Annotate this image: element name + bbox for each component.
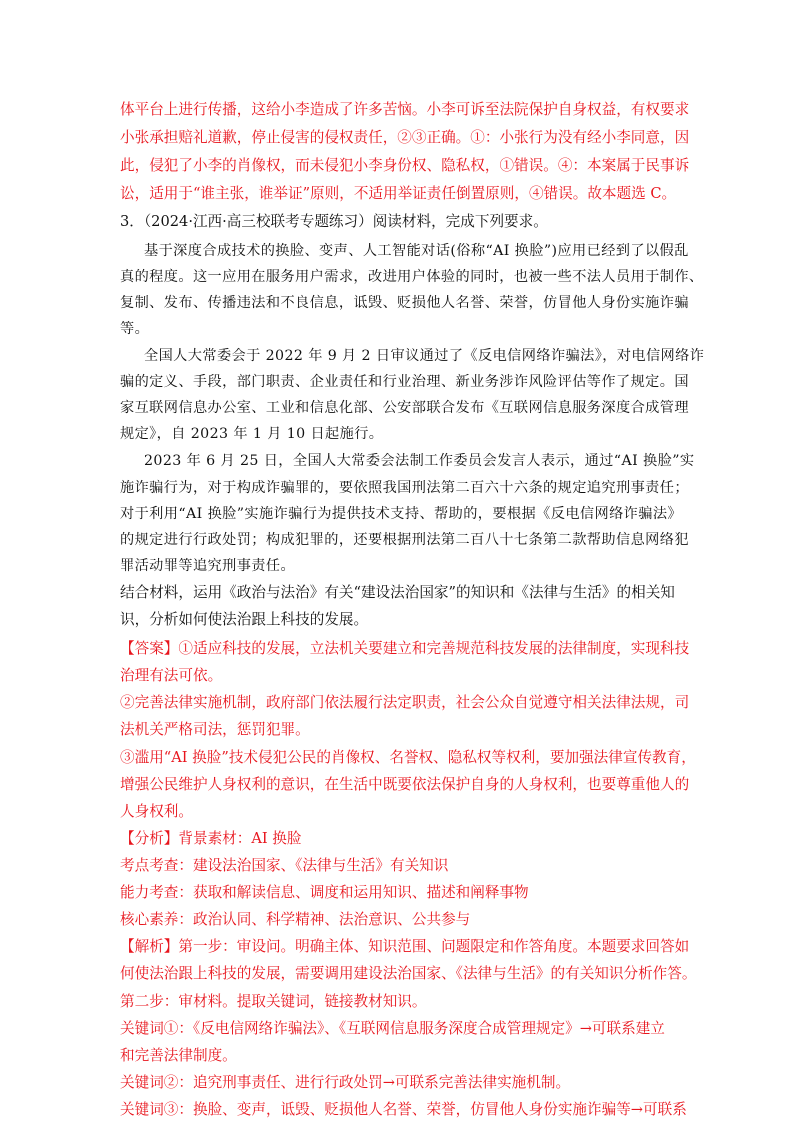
text-line: ②完善法律实施机制，政府部门依法履行法定职责，社会公众自觉遵守相关法律法规，司 xyxy=(120,694,690,711)
text-line: 体平台上进行传播，这给小李造成了许多苦恼。小李可诉至法院保护自身权益，有权要求 xyxy=(120,101,690,118)
text-line: ③滥用“AI 换脸”技术侵犯公民的肖像权、名誉权、隐私权等权利，要加强法律宣传教育， xyxy=(120,749,696,766)
text-line: 基于深度合成技术的换脸、变声、人工智能对话(俗称“AI 换脸”)应用已经到了以假乱 xyxy=(144,243,689,259)
text-line: 复制、发布、传播违法和不良信息，诋毁、贬损他人名誉、荣誉，仿冒他人身份实施诈骗 xyxy=(120,295,689,311)
text-line: 结合材料，运用《政治与法治》有关“建设法治国家”的知识和《法律与生活》的相关知 xyxy=(120,584,675,601)
text-line: 全国人大常委会于 2022 年 9 月 2 日审议通过了《反电信网络诈骗法》，对电信网络诈 xyxy=(144,348,705,364)
text-line: 3．（2024·江西·高三校联考专题练习）阅读材料，完成下列要求。 xyxy=(120,213,548,230)
text-line: 家互联网信息办公室、工业和信息化部、公安部联合发布《互联网信息服务深度合成管理 xyxy=(120,400,689,416)
text-line: 第二步：审材料。提取关键词，链接教材知识。 xyxy=(120,993,427,1010)
text-line: 法机关严格司法，惩罚犯罪。 xyxy=(120,721,310,738)
text-line: 【解析】第一步：审设问。明确主体、知识范围、问题限定和作答角度。本题要求回答如 xyxy=(120,938,690,955)
text-line: 和完善法律制度。 xyxy=(120,1047,237,1064)
text-line: 关键词③：换脸、变声，诋毁、贬损他人名誉、荣誉，仿冒他人身份实施诈骗等→可联系 xyxy=(120,1101,687,1118)
text-line: 【答案】①适应科技的发展，立法机关要建立和完善规范科技发展的法律制度，实现科技 xyxy=(120,640,690,657)
text-line: 识，分析如何使法治跟上科技的发展。 xyxy=(120,611,369,628)
text-line: 真的程度。这一应用在服务用户需求，改进用户体验的同时，也被一些不法人员用于制作、 xyxy=(120,269,704,285)
text-line: 核心素养：政治认同、科学精神、法治意识、公共参与 xyxy=(120,911,471,928)
text-line: 增强公民维护人身权利的意识，在生活中既要依法保护自身的人身权利，也要尊重他人的 xyxy=(120,776,690,793)
text-line: 罪活动罪等追究刑事责任。 xyxy=(120,558,296,574)
text-line: 考点考查：建设法治国家、《法律与生活》有关知识 xyxy=(120,857,449,874)
text-line: 规定》，自 2023 年 1 月 10 日起施行。 xyxy=(120,426,384,442)
text-line: 【分析】背景素材：AI 换脸 xyxy=(120,830,302,847)
text-line: 小张承担赔礼道歉，停止侵害的侵权责任，②③正确。①：小张行为没有经小李同意，因 xyxy=(120,129,690,146)
text-line: 此，侵犯了小李的肖像权，而未侵犯小李身份权、隐私权，①错误。④：本案属于民事诉 xyxy=(120,157,690,174)
text-line: 施诈骗行为，对于构成诈骗罪的，要依照我国刑法第二百六十六条的规定追究刑事责任； xyxy=(120,480,689,496)
text-line: 讼，适用于“谁主张，谁举证”原则，不适用举证责任倒置原则，④错误。故本题选 C。 xyxy=(120,185,677,202)
text-line: 治理有法可依。 xyxy=(120,667,223,684)
text-line: 骗的定义、手段，部门职责、企业责任和行业治理、新业务涉诈风险评估等作了规定。国 xyxy=(120,374,689,390)
text-line: 能力考查：获取和解读信息、调度和运用知识、描述和阐释事物 xyxy=(120,884,529,901)
text-line: 人身权利。 xyxy=(120,803,193,820)
text-line: 2023 年 6 月 25 日，全国人大常委会法制工作委员会发言人表示，通过“AI 换脸”实 xyxy=(144,453,695,469)
text-line: 何使法治跟上科技的发展，需要调用建设法治国家、《法律与生活》的有关知识分析作答。 xyxy=(120,965,697,982)
text-line: 的规定进行行政处罚；构成犯罪的，还要根据刑法第二百八十七条第二款帮助信息网络犯 xyxy=(120,532,689,548)
text-line: 关键词②：追究刑事责任、进行行政处罚→可联系完善法律实施机制。 xyxy=(120,1074,571,1091)
text-line: 关键词①：《反电信网络诈骗法》、《互联网信息服务深度合成管理规定》→可联系建立 xyxy=(120,1020,665,1037)
text-line: 等。 xyxy=(120,321,150,337)
text-line: 对于利用“AI 换脸”实施诈骗行为提供技术支持、帮助的，要根据《反电信网络诈骗法》 xyxy=(120,506,683,522)
